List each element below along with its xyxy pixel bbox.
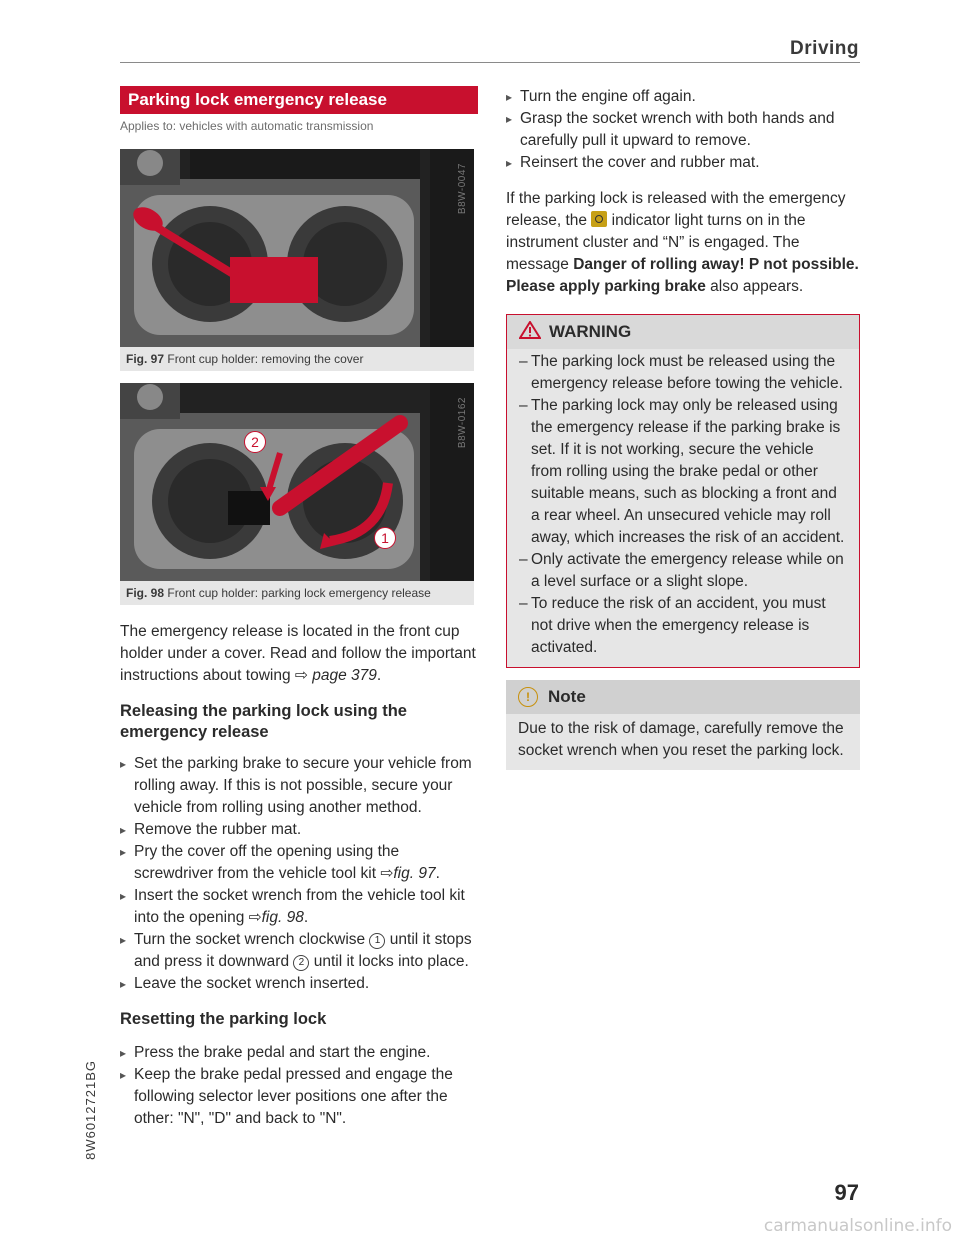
watermark: carmanualsonline.info — [763, 1216, 952, 1236]
running-header: Driving — [790, 38, 859, 59]
fig98-label: Fig. 98 — [126, 586, 165, 600]
list-item: ▸ Set the parking brake to secure your vehicle from rolling away. If this is not possible, secure your vehicle from rolling using another method. — [120, 753, 478, 819]
ref-arrow-icon: ⇨ — [248, 909, 262, 926]
para-text: indicator light turns on in the instrument cluster and “N” is engaged. The message — [506, 212, 806, 273]
fig97-image — [120, 149, 474, 347]
list-item: ▸ Turn the engine off again. — [506, 86, 860, 108]
doc-code: 8W6012721BG — [83, 1060, 98, 1160]
fig97-label: Fig. 97 — [126, 352, 165, 366]
applies-to: Applies to: vehicles with automatic transmission — [120, 119, 374, 133]
page-number: 97 — [834, 1180, 859, 1205]
emergency-release-illustration — [120, 383, 474, 581]
release-steps — [120, 753, 478, 995]
warning-header — [507, 315, 859, 349]
fig98-image — [120, 383, 474, 581]
heading-reset: Resetting the parking lock — [120, 1010, 327, 1028]
list-item: – The parking lock may only be released using the emergency release if the parking brake is set. If it is not working, secure the vehicle from rolling using the brake pedal or other suitable means, such as blocking a front and a rear wheel. An unsecured vehicle may roll away, which increases the risk of an accident. — [519, 395, 847, 549]
message-text: Danger of rolling away! P not possible. Please apply parking brake — [506, 256, 859, 295]
continued-steps — [506, 86, 860, 174]
para-text: also appears. — [705, 278, 804, 295]
list-item — [120, 929, 478, 973]
warning-list — [519, 351, 847, 659]
note-info-icon: ! — [518, 687, 538, 707]
fig98-callout-1: 1 — [374, 527, 396, 549]
note-title: Note — [548, 687, 586, 706]
list-item: – Only activate the emergency release while on a level surface or a slight slope. — [519, 549, 847, 593]
note-box — [506, 680, 860, 770]
note-body: Due to the risk of damage, carefully remove the socket wrench when you reset the parking lock. — [506, 714, 860, 770]
indicator-paragraph — [506, 188, 860, 298]
ref-arrow-icon: ⇨ — [380, 865, 394, 882]
step-text: Insert the socket wrench from the vehicle tool kit into the opening — [134, 887, 465, 926]
cup-holder-cover-illustration — [120, 149, 474, 347]
fig98-code: B8W-0162 — [457, 397, 468, 449]
list-item: ▸ Grasp the socket wrench with both hands and carefully pull it upward to remove. — [506, 108, 860, 152]
step-text: Pry the cover off the opening using the screwdriver from the vehicle tool kit — [134, 843, 400, 882]
fig98-caption-text: Front cup holder: parking lock emergency release — [167, 586, 431, 600]
note-header — [506, 680, 860, 714]
ref-arrow-icon: ⇨ — [294, 667, 308, 684]
callout-1-icon: 1 — [369, 933, 385, 949]
left-column — [120, 86, 478, 1130]
heading-release: Releasing the parking lock using the emergency release — [120, 702, 407, 741]
warning-title: WARNING — [549, 322, 632, 341]
warning-triangle-icon — [519, 321, 541, 339]
step-text: until it locks into place. — [309, 953, 469, 970]
para-text: If the parking lock is released with the emergency release, the — [506, 190, 846, 229]
figure-97 — [120, 149, 474, 371]
section-title: Parking lock emergency release — [120, 86, 478, 114]
intro-end: . — [376, 667, 382, 684]
parking-lock-indicator-icon — [591, 211, 607, 227]
fig97-code: B8W-0047 — [457, 163, 468, 215]
step-text: Turn the socket wrench clockwise — [134, 931, 370, 948]
fig97-caption-text: Front cup holder: removing the cover — [167, 352, 364, 366]
list-item: ▸ Reinsert the cover and rubber mat. — [506, 152, 860, 174]
intro-text: The emergency release is located in the front cup holder under a cover. Read and follow the important instructions about towing — [120, 623, 476, 684]
fig98-callout-2: 2 — [244, 431, 266, 453]
page-ref-link[interactable]: page 379 — [312, 667, 377, 684]
fig-ref-link[interactable]: fig. 97 — [393, 865, 436, 882]
fig97-caption — [120, 347, 474, 371]
list-item: – To reduce the risk of an accident, you must not drive when the emergency release is activated. — [519, 593, 847, 659]
list-item: ▸ Remove the rubber mat. — [120, 819, 478, 841]
figure-98 — [120, 383, 474, 605]
list-item: ▸ Insert the socket wrench from the vehicle tool kit into the opening ⇨fig. 98. — [120, 885, 478, 929]
list-item: ▸ Keep the brake pedal pressed and engage the following selector lever positions one after the other: "N", "D" and back to "N". — [120, 1064, 478, 1130]
list-item: – The parking lock must be released using the emergency release before towing the vehicle. — [519, 351, 847, 395]
header-rule — [120, 62, 860, 63]
warning-box — [506, 314, 860, 668]
callout-2-icon: 2 — [293, 955, 309, 971]
fig98-caption — [120, 581, 474, 605]
step-text: until it stops and press it downward — [134, 931, 472, 970]
warning-body — [507, 349, 859, 667]
list-item: ▸ Press the brake pedal and start the engine. — [120, 1042, 478, 1064]
list-item: ▸ Pry the cover off the opening using the screwdriver from the vehicle tool kit ⇨fig. 97. — [120, 841, 478, 885]
list-item: ▸ Leave the socket wrench inserted. — [120, 973, 478, 995]
reset-steps — [120, 1042, 478, 1130]
intro-paragraph — [120, 621, 478, 687]
right-column — [506, 86, 860, 770]
fig-ref-link[interactable]: fig. 98 — [261, 909, 304, 926]
